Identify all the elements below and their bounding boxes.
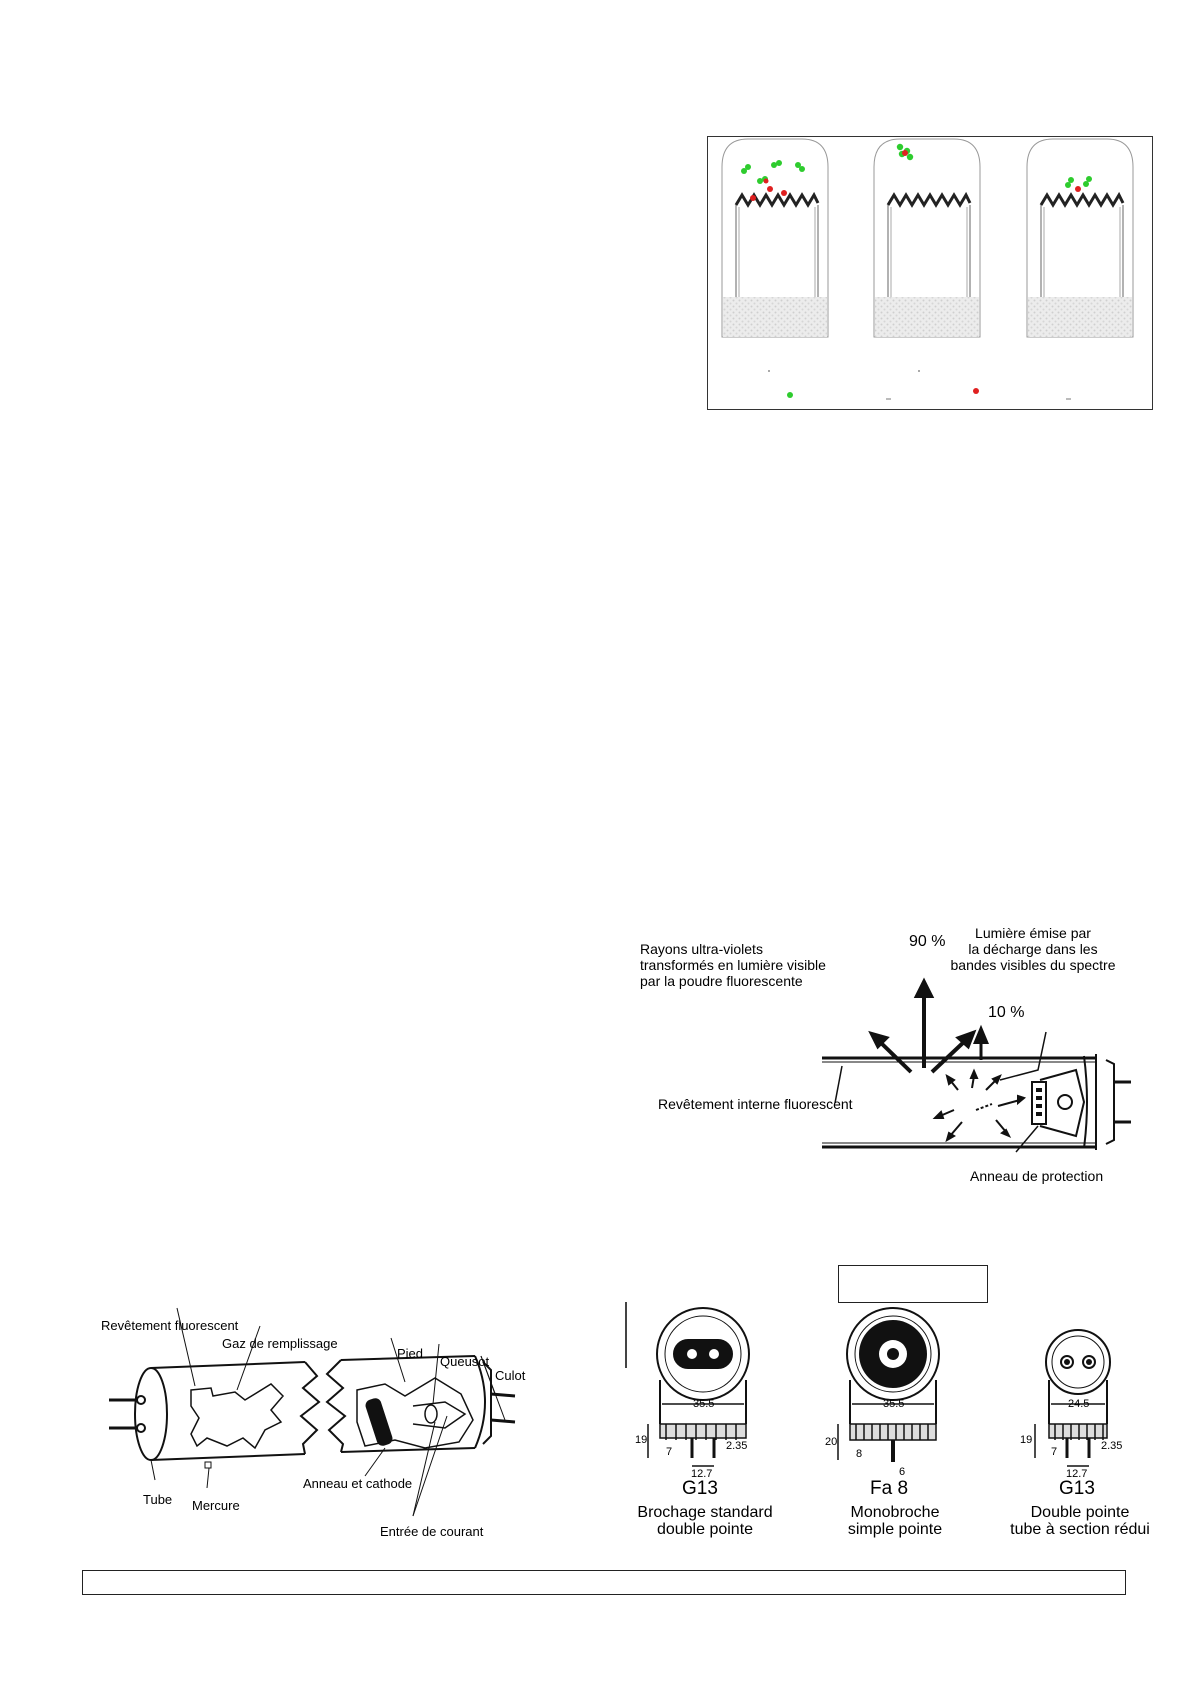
- cap-3-code: G13: [1059, 1478, 1095, 1499]
- lamp-3: [1027, 139, 1133, 337]
- fill-gas-label: Gaz de remplissage: [222, 1336, 338, 1351]
- cap-g13-standard: [630, 1300, 780, 1560]
- percent-10-label: 10 %: [988, 1004, 1025, 1021]
- ring-label: Anneau de protection: [970, 1168, 1104, 1184]
- cap-1-spacing: 12.7: [691, 1468, 713, 1480]
- visible-light-label: [938, 925, 1128, 973]
- uv-label-line-2: transformés en lumière visible: [640, 957, 826, 973]
- uv-label-line-1: Rayons ultra-violets: [640, 941, 763, 957]
- cap-1-width: 35.5: [693, 1398, 715, 1410]
- cap-2-height: 20: [825, 1436, 838, 1448]
- percent-90-label: 90 %: [909, 933, 946, 950]
- cap-3-spacing: 12.7: [1066, 1468, 1088, 1480]
- tube-physics-figure: [636, 925, 1136, 1200]
- cap-2-description: [812, 1504, 978, 1538]
- filament-figure: [707, 136, 1153, 410]
- pied-label: Pied: [397, 1346, 424, 1361]
- cap-3-description: [1003, 1504, 1157, 1538]
- cap-1-desc-line-1: Brochage standard: [637, 1504, 773, 1521]
- cap-2-low: 8: [856, 1448, 863, 1460]
- caps-title-box: [838, 1265, 988, 1303]
- caps-left-rule: [625, 1302, 627, 1368]
- coating-label: Revêtement interne fluorescent: [658, 1096, 853, 1112]
- cap-2-pin: 6: [899, 1466, 906, 1478]
- tube-label: Tube: [143, 1492, 173, 1507]
- cap-3-width: 24.5: [1068, 1398, 1090, 1410]
- cap-1-height: 19: [635, 1434, 648, 1446]
- cap-g13-reduced: [1005, 1300, 1155, 1560]
- cap-2-code: Fa 8: [870, 1478, 909, 1499]
- visible-label-line-3: bandes visibles du spectre: [950, 957, 1116, 973]
- cap-1-low: 7: [666, 1446, 673, 1458]
- cap-3-height: 19: [1020, 1434, 1033, 1446]
- cap-fa8-single-pin: [820, 1300, 970, 1560]
- tube-anatomy-figure: [95, 1310, 555, 1550]
- cap-2-desc-line-2: simple pointe: [847, 1521, 943, 1538]
- cap-3-low: 7: [1051, 1446, 1058, 1458]
- visible-label-line-1: Lumière émise par: [975, 925, 1091, 941]
- ring-cathode-label: Anneau et cathode: [303, 1476, 413, 1491]
- footer-box: [82, 1570, 1126, 1595]
- current-inlet-label: Entrée de courant: [380, 1524, 484, 1539]
- cap-3-pin: 2.35: [1101, 1440, 1123, 1452]
- cap-3-desc-line-2: tube à section rédui: [1010, 1521, 1150, 1538]
- visible-label-line-2: la décharge dans les: [968, 941, 1098, 957]
- cap-1-pin: 2.35: [726, 1440, 748, 1452]
- fluorescent-coating-label: Revêtement fluorescent: [101, 1318, 239, 1333]
- lamp-1: [722, 139, 828, 337]
- mercure-label: Mercure: [192, 1498, 240, 1513]
- uv-label-line-3: par la poudre fluorescente: [640, 973, 803, 989]
- cap-1-desc-line-2: double pointe: [656, 1521, 754, 1538]
- queusot-label: Queusot: [440, 1354, 490, 1369]
- filament-diagram: [708, 137, 1152, 409]
- uv-label: [640, 941, 826, 989]
- cap-1-code: G13: [682, 1478, 718, 1499]
- culot-label: Culot: [495, 1368, 526, 1383]
- lamp-2: [874, 139, 980, 337]
- cap-3-desc-line-1: Double pointe: [1030, 1504, 1130, 1521]
- cap-1-description: [622, 1504, 788, 1538]
- cap-2-desc-line-1: Monobroche: [850, 1504, 940, 1521]
- cap-2-width: 35.5: [883, 1398, 905, 1410]
